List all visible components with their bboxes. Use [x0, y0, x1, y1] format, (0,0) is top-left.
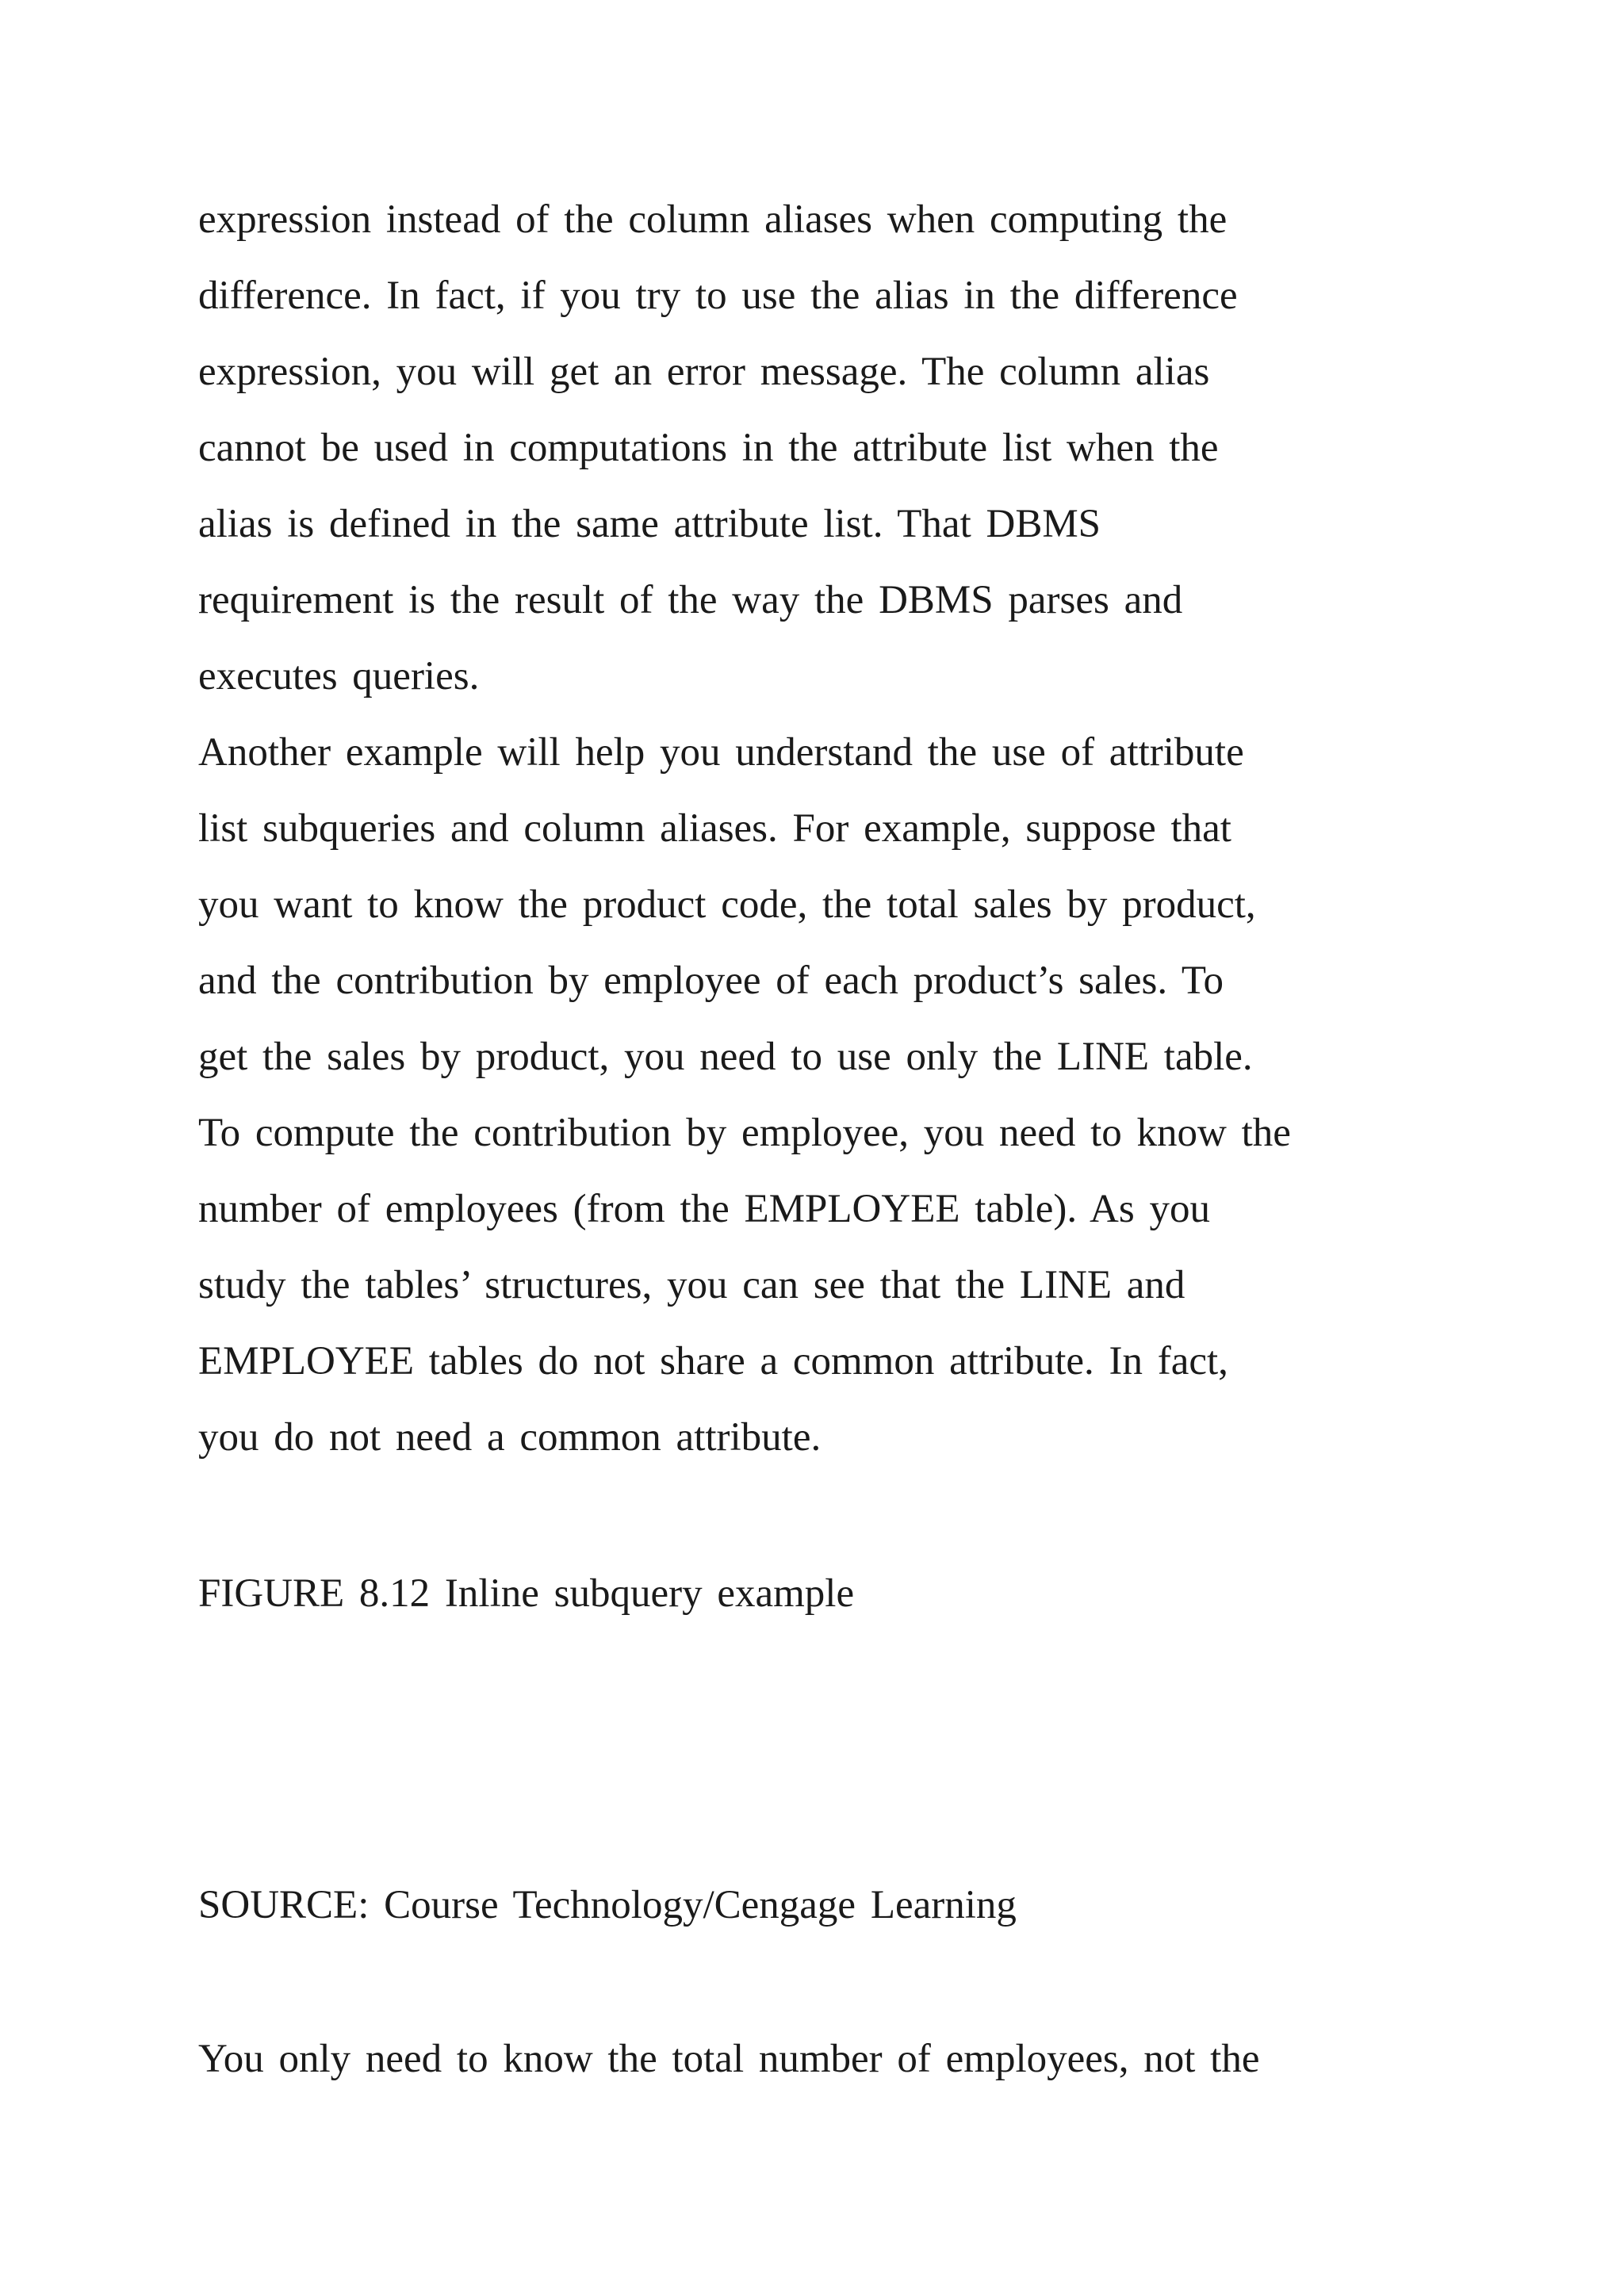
text-line: executes queries.: [198, 654, 480, 698]
text-line: requirement is the result of the way the DBMS parses and: [198, 578, 1183, 622]
text-line: number of employees (from the EMPLOYEE table). As you: [198, 1187, 1210, 1231]
text-line: you do not need a common attribute.: [198, 1415, 822, 1460]
text-line: Another example will help you understand the use of attribute: [198, 730, 1244, 775]
figure-source: SOURCE: Course Technology/Cengage Learning: [198, 1883, 1017, 1927]
text-line: alias is defined in the same attribute list. That DBMS: [198, 502, 1101, 546]
text-line: difference. In fact, if you try to use the alias in the difference: [198, 274, 1238, 318]
text-line: list subqueries and column aliases. For example, suppose that: [198, 806, 1231, 851]
text-line: cannot be used in computations in the attribute list when the: [198, 426, 1219, 470]
figure-caption: FIGURE 8.12 Inline subquery example: [198, 1571, 855, 1616]
text-line: To compute the contribution by employee, you need to know the: [198, 1111, 1291, 1155]
text-line: you want to know the product code, the total sales by product,: [198, 882, 1256, 927]
text-line: You only need to know the total number of employees, not the: [198, 2037, 1260, 2081]
text-line: EMPLOYEE tables do not share a common attribute. In fact,: [198, 1339, 1228, 1383]
text-line: expression, you will get an error message. The column alias: [198, 350, 1210, 394]
text-line: get the sales by product, you need to use only the LINE table.: [198, 1035, 1253, 1079]
text-line: and the contribution by employee of each product’s sales. To: [198, 959, 1224, 1003]
text-line: expression instead of the column aliases when computing the: [198, 197, 1228, 242]
text-line: study the tables’ structures, you can see that the LINE and: [198, 1263, 1185, 1307]
